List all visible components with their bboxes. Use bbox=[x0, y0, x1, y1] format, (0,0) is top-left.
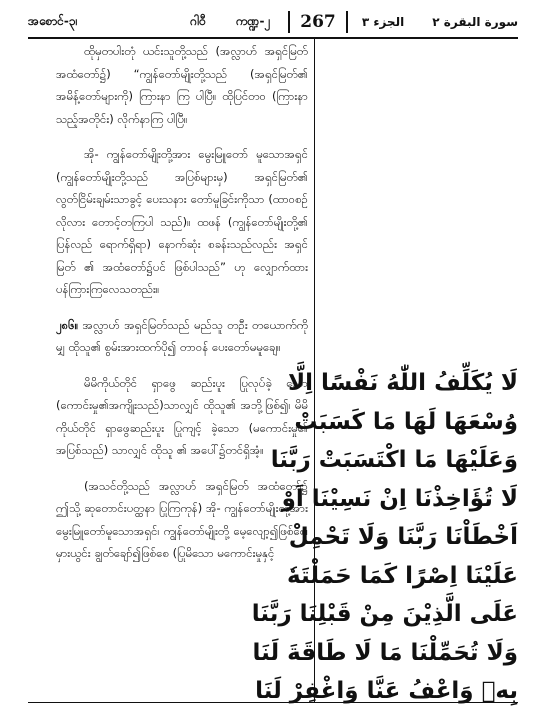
arabic-line: وُسْعَهَا لَهَا مَا كَسَبَتْ bbox=[294, 408, 518, 435]
header-chapter-label: ကဏ္ဍ-၂ bbox=[235, 14, 271, 28]
arabic-line: وَعَلَيْهَا مَا اكْتَسَبَتْ رَبَّنَا bbox=[270, 447, 518, 473]
page-number: 267 bbox=[288, 11, 348, 33]
header-juz-label: الجزء ٣ bbox=[361, 15, 405, 29]
header-surah-label: سورة البقرة ٢ bbox=[432, 15, 518, 29]
header-part-label: ဂါဝီ bbox=[190, 14, 206, 28]
header-volume-label: အစောင်-၃၊ bbox=[28, 14, 78, 28]
verse-number: ၂၈၆။ bbox=[56, 317, 79, 332]
arabic-line: عَلَى الَّذِيْنَ مِنْ قَبْلِنَا رَبَّنَا bbox=[251, 601, 518, 627]
arabic-line: عَلَيْنَا اِصْرًا كَمَا حَمَلْتَهٗ bbox=[287, 562, 518, 589]
translation-paragraph-1: ထိုမှတပါးတုံ ယင်းသူတို့သည် (အလ္လာဟ် အရှင်မြတ်အထံတော်၌) “ကျွန်တော်မျိုးတို့သည် (အရှင်မြတ်၏ အမိန့်တော်များကို) ကြားနာ ကြ ပါပြီ။ ထိုပြင်တဝ (ကြားနာသည့်အတိုင်း) လိုက်နာကြ ပါပြီ။ bbox=[56, 44, 308, 126]
arabic-line: بِهٖ وَاعْفُ عَنَّا وَاغْفِرْ لَنَا bbox=[255, 678, 518, 704]
translation-column bbox=[56, 40, 308, 565]
arabic-line: لَا تُؤَاخِذْنَا اِنْ نَسِيْنَا اَوْ bbox=[281, 485, 518, 512]
arabic-line: وَلَا تُحَمِّلْنَا مَا لَا طَاقَةَ لَنَا bbox=[252, 639, 518, 666]
arabic-line: لَا يُكَلِّفُ اللّٰهُ نَفْسًا اِلَّا bbox=[287, 370, 518, 396]
header-divider bbox=[28, 37, 518, 39]
translation-paragraph-2: အို- ကျွန်တော်မျိုးတို့အား မွေးမြူတော် မူသောအရှင် (ကျွန်တော်မျိုးတို့သည် အပြစ်များမှ) အရှင်မြတ်၏ လွတ်ငြိမ်းချမ်းသာခွင့် ပေးသနား တော်မူခြင်းကိုသာ (ထာဝစဉ် လိုလား တောင့်တကြပါ သည်)။ ထဖန် (ကျွန်တော်မျိုးတို့၏ ပြန်လည် ရောက်ရှိရာ) နောက်ဆုံး စခန်းသည်လည်း အရှင်မြတ် ၏ အထံတော်၌ပင် ဖြစ်ပါသည်” ဟု လျှောက်ထား ပန်ကြားကြလေသတည်း။ bbox=[56, 147, 308, 296]
verse-paragraph bbox=[56, 314, 308, 359]
page-header bbox=[28, 8, 518, 36]
translation-paragraph-4: (အသင်တို့သည် အလ္လာဟ် အရှင်မြတ် အထံတော်၌ ဤသို့ ဆုတောင်းပတ္ထနာ ပြုကြကုန်) အို- ကျွန်တော်မျိုးတို့အား မွေးမြူတော်မူသောအရှင်၊ ကျွန်တော်မျိုးတို့ မေ့လျော့၍ဖြစ်စေ၊ မှားယွင်း ချွတ်ချော်၍ဖြစ်စေ (ပြုမိသော မကောင်းမှုနှင့် bbox=[56, 478, 308, 560]
translation-paragraph-3: မိမိကိုယ်တိုင် ရှာဖွေ ဆည်းပူး ပြုလုပ်ခဲ့ သော (ကောင်းမှု၏အကျိုးသည်)သာလျှင် ထိုသူ၏ အဘို့ဖြစ်၍၊ မိမိကိုယ်တိုင် ရှာဖွေဆည်းပူး ပြုကျင့် ခဲ့သော (မကောင်းမှု၏ အပြစ်သည်) သာလျှင် ထိုသူ ၏ အပေါ်၌တင်ရှိအံ့။ bbox=[56, 375, 308, 457]
verse-text: အလ္လာဟ် အရှင်မြတ်သည် မည်သူ တဦး တယောက်ကိုမျှ ထိုသူ၏ စွမ်းအားထက်ပို၍ တာဝန် ပေးတော်မမူချေ။ bbox=[56, 317, 308, 354]
arabic-verse-column bbox=[251, 364, 518, 711]
arabic-line: اَخْطَاْنَا رَبَّنَا وَلَا تَحْمِلْ bbox=[288, 524, 518, 550]
